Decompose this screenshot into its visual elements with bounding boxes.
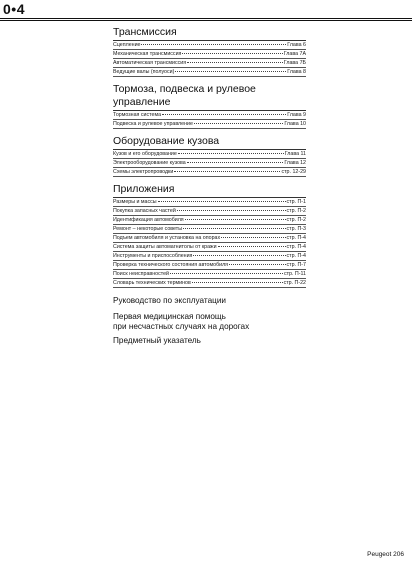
entry-label: Словарь технических терминов: [113, 280, 191, 286]
entry-ref: стр. П-2: [286, 217, 306, 223]
toc-entry[interactable]: [113, 216, 306, 225]
entry-label: Автоматическая трансмиссия: [113, 60, 187, 66]
dot-leader: [183, 228, 285, 229]
entry-label: Кузов и его оборудование: [113, 151, 177, 157]
dot-leader: [185, 219, 286, 220]
dot-leader: [158, 201, 286, 202]
header-rule: [0, 18, 412, 19]
entry-label: Идентификация автомобиля: [113, 217, 184, 223]
entry-ref: Глава 9: [287, 112, 306, 118]
entry-ref: стр. П-22: [283, 280, 306, 286]
entry-label: Схемы электропроводки: [113, 169, 174, 175]
index-heading[interactable]: Предметный указатель: [113, 336, 201, 345]
entry-label: Подъем автомобиля и установка на опорах: [113, 235, 221, 241]
toc-entry[interactable]: [113, 243, 306, 252]
section-title: Трансмиссия: [113, 26, 177, 38]
entry-ref: стр. П-4: [286, 235, 306, 241]
section-title: Тормоза, подвеска и рулевое управление: [113, 83, 256, 108]
dot-leader: [170, 273, 283, 274]
entry-ref: Глава 6: [287, 42, 306, 48]
toc-entry[interactable]: [113, 234, 306, 243]
dot-leader: [229, 264, 285, 265]
dot-leader: [187, 162, 284, 163]
entry-label: Размеры и массы: [113, 199, 157, 205]
dot-leader: [194, 123, 283, 124]
section-body-equipment: [113, 135, 306, 177]
entry-ref: стр. 12-29: [281, 169, 306, 175]
toc-entry[interactable]: [113, 159, 306, 168]
toc-entry[interactable]: [113, 198, 306, 207]
section-brakes-suspension: [113, 83, 306, 129]
dot-leader: [192, 282, 283, 283]
toc-entry[interactable]: [113, 50, 306, 59]
entry-label: Ремонт – некоторые советы: [113, 226, 183, 232]
entry-list: [113, 197, 306, 288]
dot-leader: [193, 255, 285, 256]
entry-label: Инструменты и приспособления: [113, 253, 193, 259]
entry-label: Механическая трансмиссия: [113, 51, 182, 57]
entry-list: [113, 149, 306, 177]
dot-leader: [221, 237, 285, 238]
entry-list: [113, 40, 306, 77]
toc-entry[interactable]: [113, 41, 306, 50]
dot-leader: [175, 71, 286, 72]
entry-ref: Глава 10: [284, 121, 306, 127]
entry-label: Электрооборудование кузова: [113, 160, 186, 166]
dot-leader: [141, 44, 286, 45]
entry-ref: стр. П-3: [286, 226, 306, 232]
entry-ref: стр. П-2: [286, 208, 306, 214]
dot-leader: [162, 114, 286, 115]
toc-entry[interactable]: [113, 59, 306, 68]
toc-entry[interactable]: [113, 270, 306, 279]
guide-heading[interactable]: Руководство по эксплуатации: [113, 296, 226, 305]
entry-label: Поиск неисправностей: [113, 271, 169, 277]
entry-label: Покупка запасных частей: [113, 208, 176, 214]
toc-entry[interactable]: [113, 279, 306, 288]
toc-entry[interactable]: [113, 261, 306, 270]
entry-label: Тормозная система: [113, 112, 162, 118]
entry-ref: стр. П-11: [283, 271, 306, 277]
entry-label: Проверка технического состояния автомобиля: [113, 262, 229, 268]
toc-entry[interactable]: [113, 252, 306, 261]
entry-label: Ведущие валы (полуоси): [113, 69, 175, 75]
dot-leader: [178, 153, 284, 154]
entry-ref: стр. П-7: [286, 262, 306, 268]
entry-ref: стр. П-4: [286, 253, 306, 259]
toc-entry[interactable]: [113, 68, 306, 77]
toc-entry[interactable]: [113, 111, 306, 120]
toc-entry[interactable]: [113, 120, 306, 129]
header-rule-secondary: [0, 20, 412, 21]
section-title: Оборудование кузова: [113, 135, 220, 147]
first-aid-line-2: при несчастных случаях на дорогах: [113, 322, 250, 331]
first-aid-heading[interactable]: [113, 312, 306, 332]
entry-ref: Глава 7А: [283, 51, 306, 57]
dot-leader: [187, 62, 283, 63]
page-footer: Peugeot 206: [367, 551, 404, 558]
section-transmission: [113, 26, 306, 77]
entry-ref: Глава 7Б: [283, 60, 306, 66]
entry-ref: Глава 8: [287, 69, 306, 75]
section-title: Приложения: [113, 183, 175, 195]
dot-leader: [218, 246, 286, 247]
page-header: [0, 0, 412, 20]
toc-entry[interactable]: [113, 168, 306, 177]
dot-leader: [177, 210, 286, 211]
entry-list: [113, 110, 306, 129]
dot-leader: [182, 53, 282, 54]
first-aid-line-1: Первая медицинская помощь: [113, 312, 226, 321]
toc-entry[interactable]: [113, 225, 306, 234]
entry-ref: стр. П-1: [286, 199, 306, 205]
toc-entry[interactable]: [113, 150, 306, 159]
entry-ref: стр. П-4: [286, 244, 306, 250]
page-number: 0•4: [3, 1, 25, 17]
dot-leader: [174, 171, 280, 172]
entry-label: Подвеска и рулевое управление: [113, 121, 193, 127]
toc-entry[interactable]: [113, 207, 306, 216]
entry-ref: Глава 11: [284, 151, 306, 157]
entry-label: Сцепление: [113, 42, 141, 48]
entry-ref: Глава 12: [284, 160, 306, 166]
table-of-contents: [113, 26, 306, 346]
section-appendices: [113, 183, 306, 288]
entry-label: Система защиты автомагнитолы от кражи: [113, 244, 217, 250]
